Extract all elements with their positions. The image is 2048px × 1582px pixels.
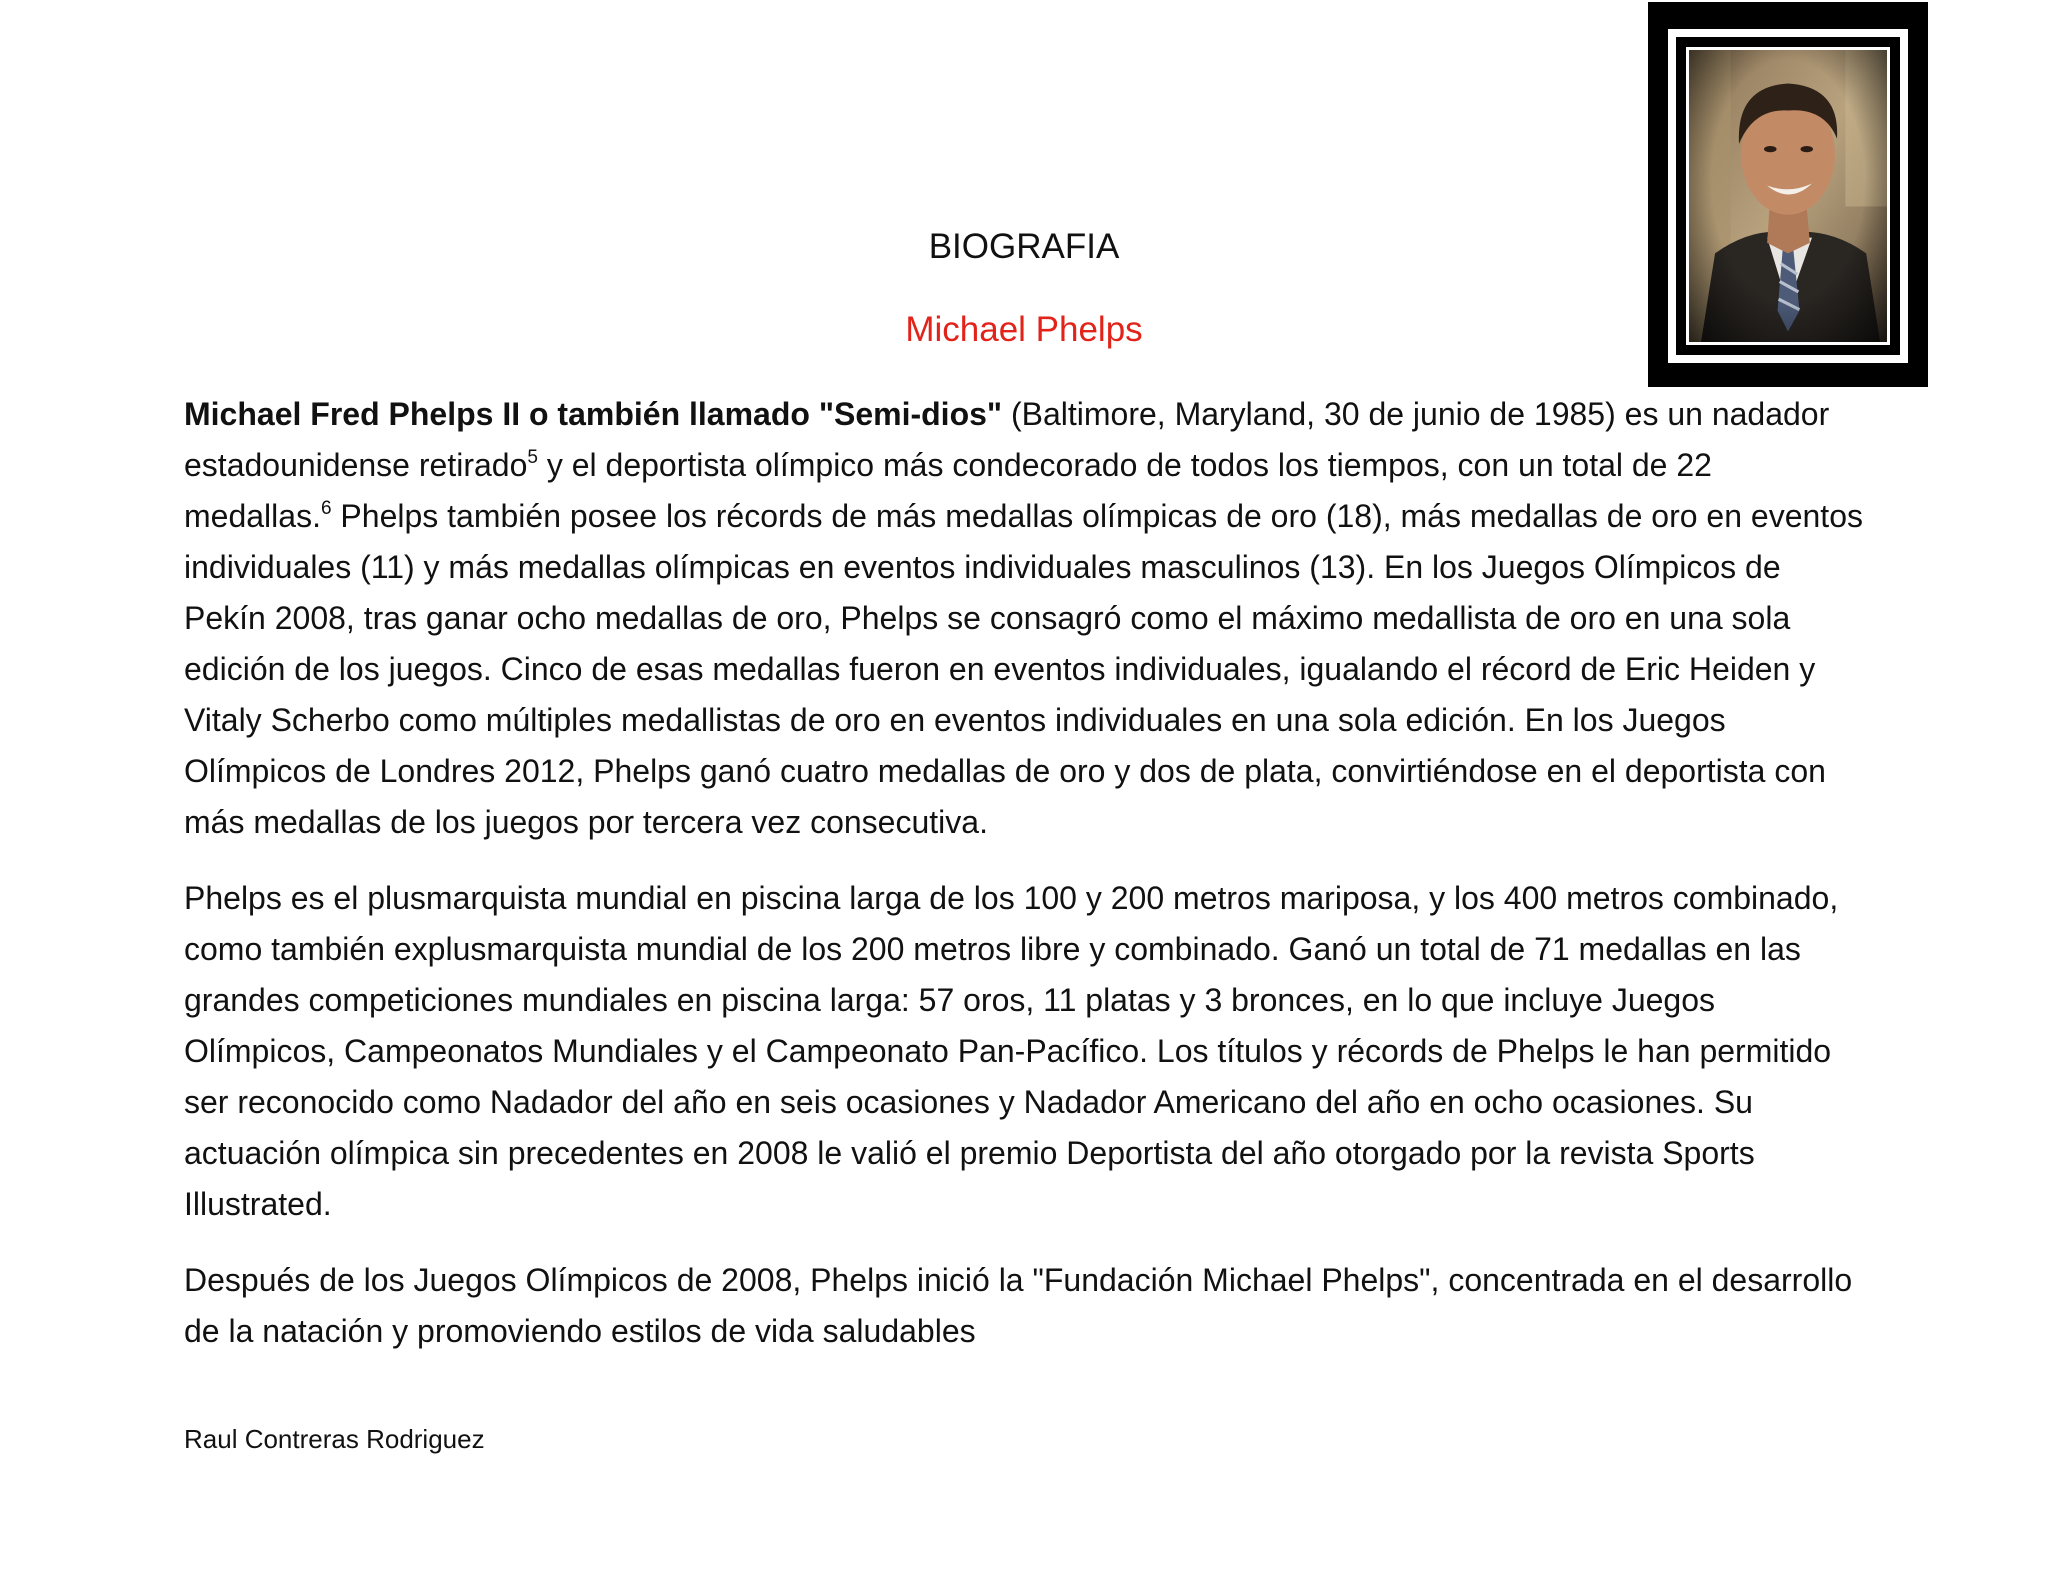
paragraph-3: Después de los Juegos Olímpicos de 2008, Phelps inició la "Fundación Michael Phelps", concentrada en el desarrollo de la natación y promoviendo estilos de vida saludables: [184, 1262, 1853, 1349]
paragraph-1-text-b: y el deportista olímpico más condecorado de todos los tiempos, con un total de 22 medallas.: [184, 447, 1712, 534]
page-subtitle: Michael Phelps: [905, 310, 1143, 349]
portrait-photo-icon: [1689, 50, 1887, 342]
paragraph-2: Phelps es el plusmarquista mundial en piscina larga de los 100 y 200 metros mariposa, y los 400 metros combinado, como también explusmarquista mundial de los 200 metros libre y combinado. Ganó un total de 71 medallas en las grandes competiciones mundiales en piscina larga: 57 oros, 11 platas y 3 bronces, en lo que incluye Juegos Olímpicos, Campeonatos Mundiales y el Campeonato Pan-Pacífico. Los títulos y récords de Phelps le han permitido ser reconocido como Nadador del año en seis ocasiones y Nadador Americano del año en ocho ocasiones. Su actuación olímpica sin precedentes en 2008 le valió el premio Deportista del año otorgado por la revista Sports Illustrated.: [184, 880, 1839, 1222]
footnote-ref-6: 6: [320, 498, 332, 519]
biography-body: [184, 389, 1864, 1382]
paragraph-1-text-a: (Baltimore, Maryland, 30 de junio de 1985) es un nadador estadounidense retirado: [184, 396, 1830, 483]
paragraph-1: [184, 389, 1864, 848]
footnote-ref-5: 5: [527, 447, 538, 468]
paragraph-1-text-c: Phelps también posee los récords de más medallas olímpicas de oro (18), más medallas de oro en eventos individuales (11) y más medallas olímpicas en eventos individuales masculinos (13). En los Juegos Olímpicos de Pekín 2008, tras ganar ocho medallas de oro, Phelps se consagró como el máximo medallista de oro en una sola edición de los juegos. Cinco de esas medallas fueron en eventos individuales, igualando el récord de Eric Heiden y Vitaly Scherbo como múltiples medallistas de oro en eventos individuales en una sola edición. En los Juegos Olímpicos de Londres 2012, Phelps ganó cuatro medallas de oro y dos de plata, convirtiéndose en el deportista con más medallas de los juegos por tercera vez consecutiva.: [184, 498, 1863, 840]
portrait-photo: [1686, 47, 1890, 345]
page-title: BIOGRAFIA: [928, 227, 1120, 266]
author-name: Raul Contreras Rodriguez: [184, 1424, 485, 1454]
paragraph-1-lead: Michael Fred Phelps II o también llamado "Semi-dios": [184, 396, 1003, 432]
